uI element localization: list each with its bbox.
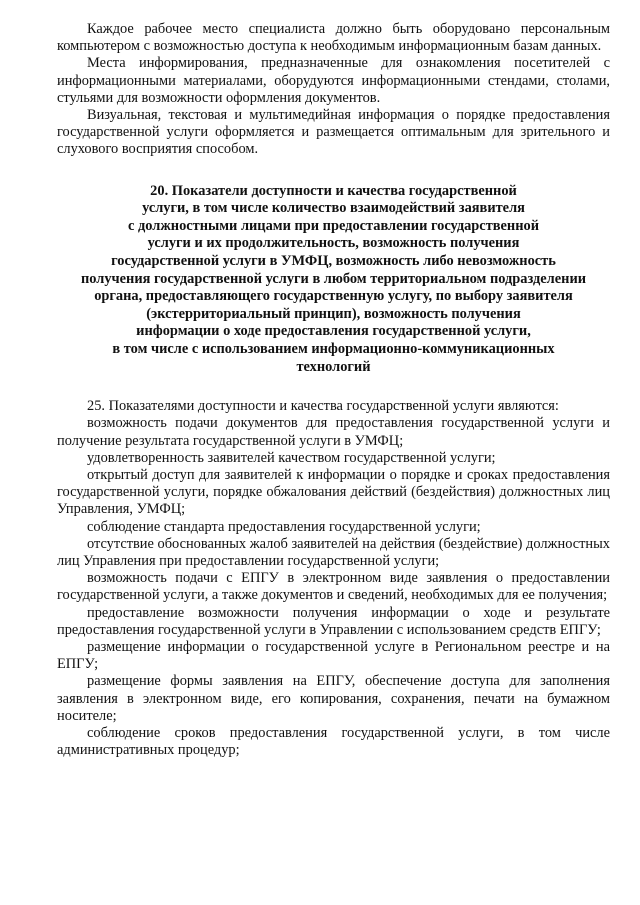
list-item: размещение формы заявления на ЕПГУ, обеспечение доступа для заполнения заявления в электронном виде, его копирования, сохранения, печати на бумажном носителе; <box>57 673 610 724</box>
heading-line: в том числе с использованием информационно-коммуникационных <box>112 340 555 357</box>
heading-line: государственной услуги в УМФЦ, возможность либо невозможность <box>111 253 556 269</box>
list-item: удовлетворенность заявителей качеством государственной услуги; <box>87 449 496 466</box>
heading-line: получения государственной услуги в любом территориальном подразделении <box>80 270 587 287</box>
heading-line: органа, предоставляющего государственную услугу, по выбору заявителя <box>94 288 573 305</box>
paragraph: Визуальная, текстовая и мультимедийная информация о порядке предоставления государственной услуги оформляется и размещается оптимальным для зрительного и слухового восприятия способом. <box>57 107 610 158</box>
paragraph: Каждое рабочее место специалиста должно быть оборудовано персональным компьютером с возможностью доступа к необходимым информационным базам данных. <box>57 21 610 55</box>
list-item: возможность подачи с ЕПГУ в электронном виде заявления о предоставлении государственной услуги, а также документов и сведений, необходимых для ее получения; <box>57 570 610 604</box>
section-heading <box>57 183 610 377</box>
paragraph: 25. Показателями доступности и качества государственной услуги являются: <box>87 398 559 415</box>
heading-line: технологий <box>296 358 371 375</box>
list-item: возможность подачи документов для предоставления государственной услуги и получение результата государственной услуги в УМФЦ; <box>57 415 610 449</box>
intro-section <box>57 21 610 159</box>
heading-line: услуги и их продолжительность, возможность получения <box>147 235 520 252</box>
list-item: отсутствие обоснованных жалоб заявителей на действия (бездействие) должностных лиц Управления при предоставлении государственной услуги; <box>57 535 610 569</box>
heading-line: информации о ходе предоставления государственной услуги, <box>136 323 531 340</box>
paragraph: Места информирования, предназначенные для ознакомления посетителей с информационными материалами, оборудуются информационными стендами, столами, стульями для возможности оформления документов. <box>57 55 610 106</box>
list-item: соблюдение стандарта предоставления государственной услуги; <box>87 518 481 535</box>
heading-line: 20. Показатели доступности и качества государственной <box>150 182 517 199</box>
heading-line: с должностными лицами при предоставлении государственной <box>128 217 539 234</box>
heading-line: услуги, в том числе количество взаимодействий заявителя <box>142 200 525 217</box>
list-item: предоставление возможности получения информации о ходе и результате предоставления государственной услуги в Управлении с использованием средств ЕПГУ; <box>57 604 610 638</box>
body-section <box>57 398 610 759</box>
list-item: открытый доступ для заявителей к информации о порядке и сроках предоставления государственной услуги, порядке обжалования действий (бездействия) должностных лиц Управления, УМФЦ; <box>57 466 610 518</box>
heading-line: (экстерриториальный принцип), возможность получения <box>146 305 521 322</box>
list-item: соблюдение сроков предоставления государственной услуги, в том числе административных процедур; <box>57 725 610 759</box>
list-item: размещение информации о государственной услуге в Региональном реестре и на ЕПГУ; <box>57 639 610 673</box>
